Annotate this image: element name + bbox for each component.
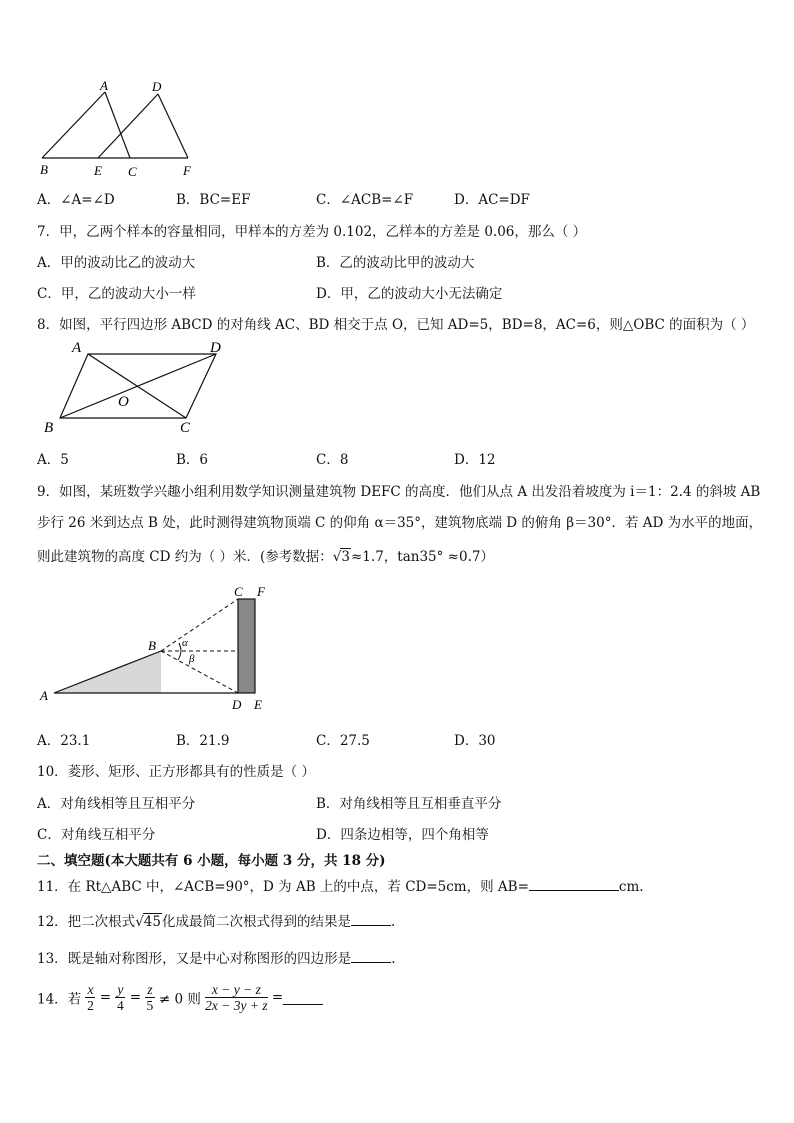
equals: = <box>271 989 284 1006</box>
q6-option-d[interactable]: D．AC=DF <box>454 192 530 208</box>
label-C: C <box>128 164 137 179</box>
q14 <box>37 982 323 1013</box>
q12-pre: 12．把二次根式 <box>37 914 136 930</box>
sightline-bd <box>161 651 238 693</box>
label-E: E <box>94 163 102 178</box>
q12-end: . <box>390 914 396 930</box>
q9-line3-pre: 则此建筑物的高度 CD 约为（ ）米．(参考数据： <box>37 549 333 565</box>
q14-pre: 14．若 <box>37 991 82 1008</box>
q12-post: 化成最简二次根式得到的结果是 <box>161 914 351 930</box>
label-B: B <box>40 162 48 177</box>
label-F: F <box>183 163 191 178</box>
section-title: 二、填空题(本大题共有 6 小题，每小题 3 分，共 18 分) <box>37 853 386 869</box>
q12 <box>37 910 395 930</box>
q8-option-b[interactable]: B．6 <box>176 452 209 468</box>
angle-alpha-arc <box>179 643 181 651</box>
q9-option-d[interactable]: D．30 <box>454 733 496 749</box>
label-C: C <box>234 584 243 599</box>
q9-line3 <box>37 545 494 565</box>
q7-stem: 7．甲，乙两个样本的容量相同，甲样本的方差为 0.102，乙样本的方差是 0.06，那么（ ） <box>37 224 587 240</box>
label-B: B <box>44 420 54 436</box>
q8-option-c[interactable]: C．8 <box>316 452 349 468</box>
side-df <box>158 94 188 158</box>
sightline-bc <box>161 599 238 651</box>
q9-line1: 9．如图，某班数学兴趣小组利用数学知识测量建筑物 DEFC 的高度．他们从点 A 出发沿着坡度为 i＝1：2.4 的斜坡 AB <box>37 484 761 500</box>
equals: = <box>99 989 112 1006</box>
q8-option-d[interactable]: D．12 <box>454 452 496 468</box>
side-ed <box>98 94 158 158</box>
figure-triangles <box>30 78 210 180</box>
q10-option-c[interactable]: C．对角线互相平分 <box>37 827 156 843</box>
figure-building <box>36 582 276 712</box>
not-equal-zero: ≠ 0 则 <box>158 991 201 1008</box>
q6-option-c[interactable]: C．∠ACB=∠F <box>316 192 414 208</box>
q13-text: 13．既是轴对称图形，又是中心对称图形的四边形是 <box>37 951 352 967</box>
q6-option-a[interactable]: A．∠A=∠D <box>37 192 115 208</box>
side-ba <box>42 92 105 158</box>
q6-option-b[interactable]: B．BC=EF <box>176 192 251 208</box>
q14-fraction-z5: $\frac{z}{5}$ <box>146 982 154 1013</box>
q8-stem: 8．如图，平行四边形 ABCD 的对角线 AC、BD 相交于点 O，已知 AD=5，BD=8，AC=6，则△OBC 的面积为（ ） <box>37 317 755 333</box>
q14-fraction-y4: $\frac{y}{4}$ <box>117 982 124 1013</box>
q11-suffix: cm. <box>618 879 644 895</box>
equals: = <box>129 989 141 1006</box>
q11 <box>37 875 644 895</box>
building-defc <box>238 599 255 693</box>
q9-line2: 步行 26 米到达点 B 处，此时测得建筑物顶端 C 的仰角 α＝35°，建筑物底端 D 的俯角 β＝30°．若 AD 为水平的地面， <box>37 515 763 531</box>
q9-sqrt-arg: 3 <box>341 549 350 565</box>
label-F: F <box>257 584 265 599</box>
q13-end: . <box>391 951 396 967</box>
sqrt-sign: √ <box>135 914 144 930</box>
q10-option-a[interactable]: A．对角线相等且互相平分 <box>37 796 196 812</box>
label-O: O <box>118 394 129 410</box>
q12-answer-blank[interactable] <box>351 911 391 926</box>
q13 <box>37 947 395 967</box>
q7-option-c[interactable]: C．甲，乙的波动大小一样 <box>37 286 196 302</box>
label-A: A <box>100 78 108 93</box>
label-D: D <box>232 697 242 712</box>
q12-sqrt-arg: 45 <box>143 914 161 930</box>
label-A: A <box>72 340 82 356</box>
label-E: E <box>254 697 262 712</box>
label-A: A <box>40 688 48 703</box>
q10-option-b[interactable]: B．对角线相等且互相垂直平分 <box>316 796 502 812</box>
q10-stem: 10．菱形、矩形、正方形都具有的性质是（ ） <box>37 764 315 780</box>
side-ac <box>105 92 130 158</box>
q11-answer-blank[interactable] <box>529 876 619 891</box>
figure-parallelogram <box>38 336 238 436</box>
q7-option-b[interactable]: B．乙的波动比甲的波动大 <box>316 255 475 271</box>
q9-option-c[interactable]: C．27.5 <box>316 733 370 749</box>
q7-option-a[interactable]: A．甲的波动比乙的波动大 <box>37 255 196 271</box>
label-D: D <box>210 340 221 356</box>
q11-text: 11．在 Rt△ABC 中，∠ACB=90°，D 为 AB 上的中点，若 CD=5cm，则 AB= <box>37 879 529 895</box>
label-alpha: α <box>182 637 188 649</box>
q9-line3-post: ≈1.7，tan35° ≈0.7） <box>351 549 494 565</box>
q9-option-a[interactable]: A．23.1 <box>37 733 91 749</box>
angle-beta-arc <box>178 651 181 660</box>
q14-fraction-x2: $\frac{x}{2}$ <box>87 982 94 1013</box>
q8-option-a[interactable]: A．5 <box>37 452 69 468</box>
label-D: D <box>152 79 162 94</box>
sqrt-sign: √ <box>332 549 342 565</box>
q7-option-d[interactable]: D．甲，乙的波动大小无法确定 <box>316 286 503 302</box>
q13-answer-blank[interactable] <box>351 948 391 963</box>
q14-fraction-expression: $\frac{x - y - z}{2x - 3y + z}$ <box>205 982 268 1013</box>
label-C: C <box>180 420 191 436</box>
q14-answer-blank[interactable] <box>283 990 323 1005</box>
q9-option-b[interactable]: B．21.9 <box>176 733 230 749</box>
label-beta: β <box>189 653 195 665</box>
q10-option-d[interactable]: D．四条边相等，四个角相等 <box>316 827 489 843</box>
label-B: B <box>148 638 156 653</box>
